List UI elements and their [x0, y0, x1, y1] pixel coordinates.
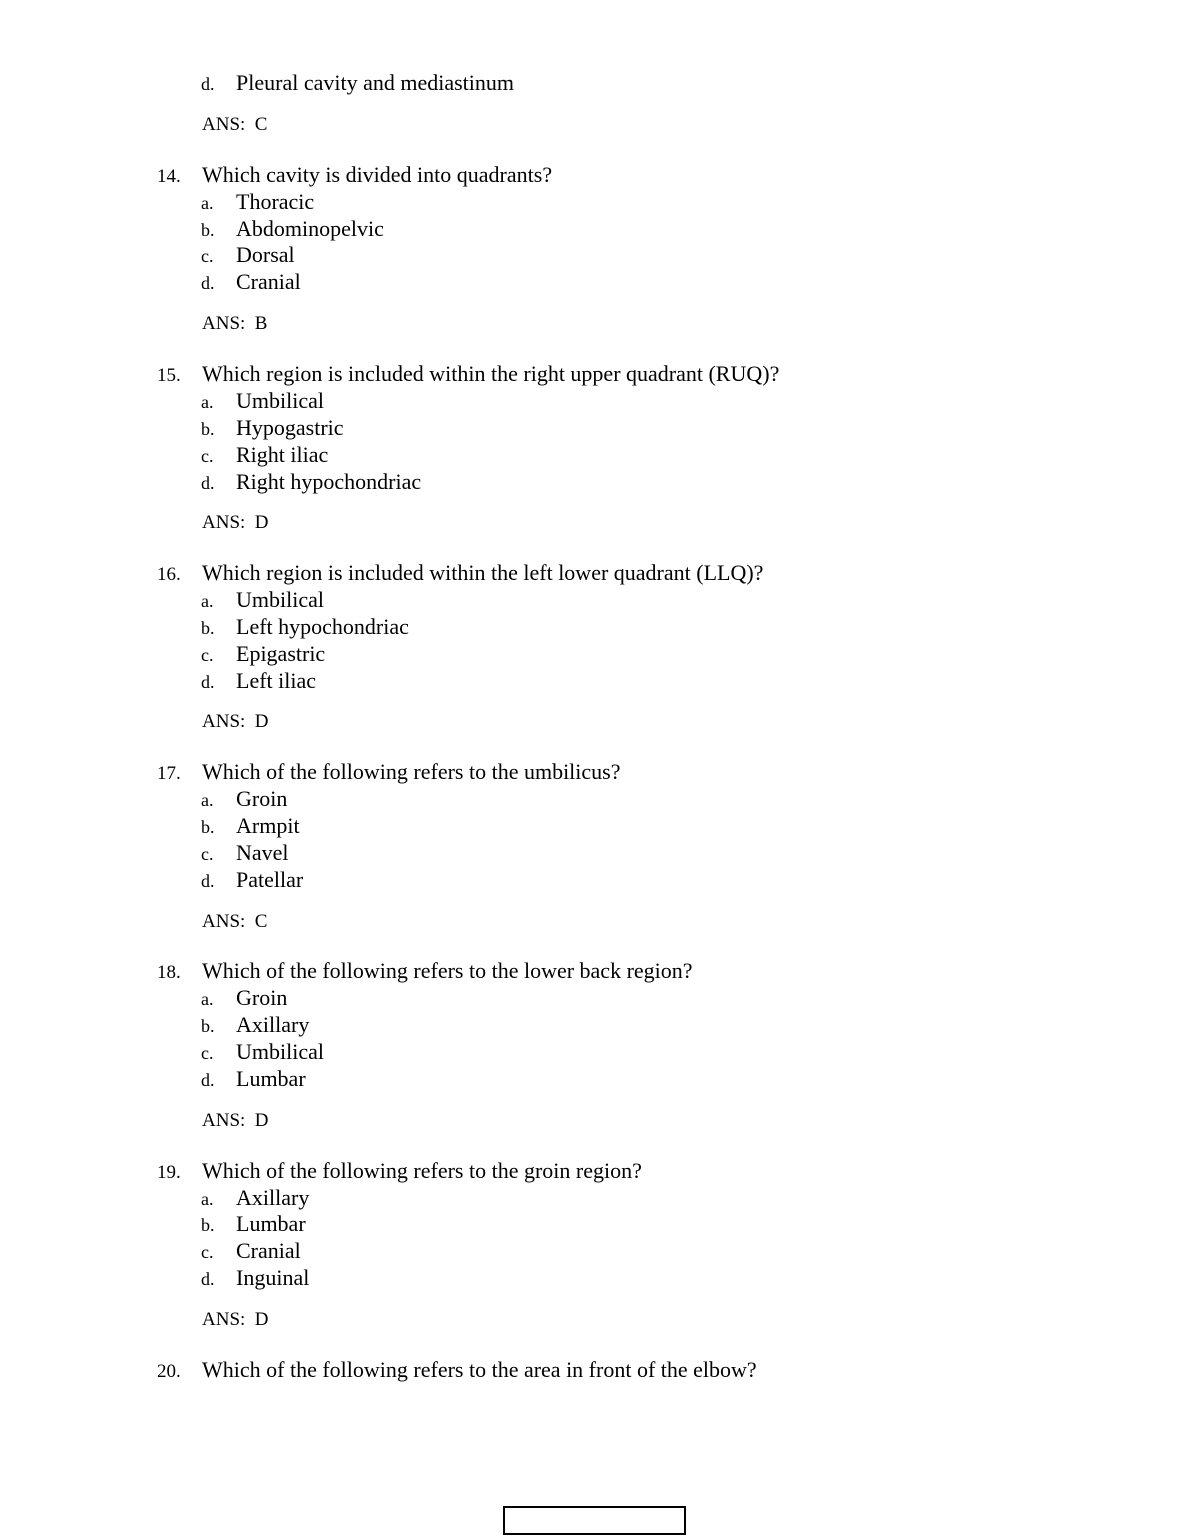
answer-key: ANS: C	[202, 114, 268, 135]
question-stem	[0, 959, 1000, 986]
answer-key: ANS: D	[202, 1110, 269, 1131]
question-stem	[0, 362, 1000, 389]
option-a	[0, 588, 900, 615]
option-letter: c.	[201, 1043, 214, 1063]
footer-page-box	[503, 1506, 686, 1535]
option-d	[0, 71, 900, 98]
option-b	[0, 1013, 900, 1040]
option-letter: c.	[201, 645, 214, 665]
option-b	[0, 814, 900, 841]
option-letter: b.	[201, 419, 215, 439]
option-d	[0, 270, 900, 297]
question-stem	[0, 163, 1000, 190]
option-text: Lumbar	[236, 1066, 306, 1091]
option-text: Groin	[236, 985, 288, 1010]
option-c	[0, 1040, 900, 1067]
question-number: 14.	[157, 166, 181, 187]
option-letter: c.	[201, 844, 214, 864]
option-letter: d.	[201, 473, 215, 493]
option-letter: a.	[201, 392, 214, 412]
question-stem	[0, 760, 1000, 787]
option-a	[0, 986, 900, 1013]
option-letter: c.	[201, 246, 214, 266]
option-text: Armpit	[236, 813, 300, 838]
option-d	[0, 470, 900, 497]
option-a	[0, 787, 900, 814]
option-text: Cranial	[236, 269, 301, 294]
option-c	[0, 243, 900, 270]
option-text: Navel	[236, 840, 289, 865]
option-text: Dorsal	[236, 242, 295, 267]
question-text: Which region is included within the right upper quadrant (RUQ)?	[202, 361, 780, 386]
option-letter: b.	[201, 618, 215, 638]
option-c	[0, 642, 900, 669]
option-d	[0, 1067, 900, 1094]
option-letter: c.	[201, 1242, 214, 1262]
option-letter: b.	[201, 1016, 215, 1036]
question-stem	[0, 1159, 1000, 1186]
option-letter: b.	[201, 817, 215, 837]
option-text: Inguinal	[236, 1265, 310, 1290]
option-b	[0, 1212, 900, 1239]
question-text: Which of the following refers to the umbilicus?	[202, 759, 621, 784]
question-text: Which of the following refers to the area in front of the elbow?	[202, 1357, 757, 1382]
answer-key: ANS: D	[202, 512, 269, 533]
option-text: Umbilical	[236, 388, 324, 413]
option-letter: b.	[201, 220, 215, 240]
option-a	[0, 190, 900, 217]
question-text: Which region is included within the left lower quadrant (LLQ)?	[202, 560, 764, 585]
option-letter: d.	[201, 871, 215, 891]
option-text: Groin	[236, 786, 288, 811]
option-c	[0, 1239, 900, 1266]
option-b	[0, 615, 900, 642]
option-text: Lumbar	[236, 1211, 306, 1236]
option-text: Cranial	[236, 1238, 301, 1263]
option-c	[0, 841, 900, 868]
option-d	[0, 868, 900, 895]
option-a	[0, 1186, 900, 1213]
option-letter: d.	[201, 273, 215, 293]
answer-key: ANS: C	[202, 911, 268, 932]
question-number: 18.	[157, 962, 181, 983]
question-stem	[0, 561, 1000, 588]
option-letter: d.	[201, 74, 215, 94]
option-text: Patellar	[236, 867, 304, 892]
option-letter: d.	[201, 672, 215, 692]
question-number: 19.	[157, 1162, 181, 1183]
option-text: Left iliac	[236, 668, 317, 693]
answer-key: ANS: D	[202, 1309, 269, 1330]
question-number: 15.	[157, 365, 181, 386]
option-letter: d.	[201, 1070, 215, 1090]
option-text: Right hypochondriac	[236, 469, 422, 494]
option-letter: b.	[201, 1215, 215, 1235]
option-text: Pleural cavity and mediastinum	[236, 70, 514, 95]
option-text: Axillary	[236, 1012, 310, 1037]
option-text: Abdominopelvic	[236, 216, 384, 241]
option-text: Hypogastric	[236, 415, 344, 440]
question-number: 16.	[157, 564, 181, 585]
question-text: Which of the following refers to the lower back region?	[202, 958, 693, 983]
option-d	[0, 669, 900, 696]
option-text: Right iliac	[236, 442, 329, 467]
question-text: Which cavity is divided into quadrants?	[202, 162, 553, 187]
option-text: Left hypochondriac	[236, 614, 409, 639]
answer-key: ANS: B	[202, 313, 268, 334]
option-text: Epigastric	[236, 641, 326, 666]
option-letter: c.	[201, 446, 214, 466]
option-c	[0, 443, 900, 470]
question-text: Which of the following refers to the groin region?	[202, 1158, 642, 1183]
answer-key: ANS: D	[202, 711, 269, 732]
option-b	[0, 416, 900, 443]
option-text: Axillary	[236, 1185, 310, 1210]
option-letter: a.	[201, 193, 214, 213]
question-stem	[0, 1358, 1000, 1385]
question-number: 20.	[157, 1361, 181, 1382]
option-text: Thoracic	[236, 189, 315, 214]
option-letter: a.	[201, 989, 214, 1009]
option-b	[0, 217, 900, 244]
option-a	[0, 389, 900, 416]
option-letter: a.	[201, 790, 214, 810]
option-letter: a.	[201, 1189, 214, 1209]
option-letter: a.	[201, 591, 214, 611]
option-d	[0, 1266, 900, 1293]
option-letter: d.	[201, 1269, 215, 1289]
question-number: 17.	[157, 763, 181, 784]
option-text: Umbilical	[236, 1039, 324, 1064]
option-text: Umbilical	[236, 587, 324, 612]
